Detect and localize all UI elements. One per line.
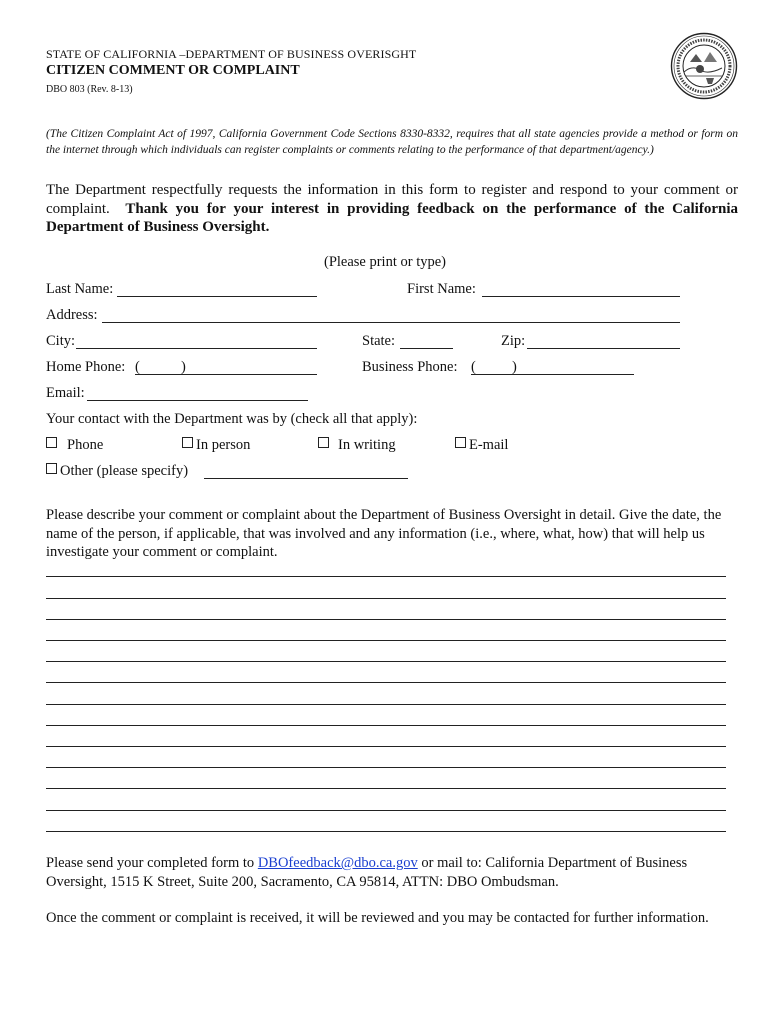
other-checkbox[interactable] <box>46 463 188 480</box>
last-name-label: Last Name: <box>46 281 114 297</box>
intro-thanks: Thank you for your interest in providing feedback on the performance of the California Department of Business Oversight. <box>46 200 739 235</box>
last-name-field[interactable] <box>117 296 317 297</box>
send-instructions <box>46 854 706 891</box>
email-field[interactable] <box>87 400 308 401</box>
checkbox-icon <box>182 437 193 448</box>
address-label: Address: <box>46 307 98 323</box>
checkbox-icon <box>455 437 466 448</box>
business-phone-open-paren: ( <box>471 359 476 375</box>
email-label: Email: <box>46 385 85 401</box>
address-field[interactable] <box>102 322 680 323</box>
city-field[interactable] <box>76 348 317 349</box>
phone-checkbox[interactable] <box>46 437 103 454</box>
form-number: DBO 803 (Rev. 8-13) <box>46 84 133 95</box>
business-phone-label: Business Phone: <box>362 359 458 375</box>
other-specify-field[interactable] <box>204 478 408 479</box>
detail-line[interactable] <box>46 746 726 747</box>
closing-note: Once the comment or complaint is received, it will be reviewed and you may be contacted for further information. <box>46 910 709 926</box>
in-person-checkbox[interactable] <box>182 437 250 454</box>
detail-line[interactable] <box>46 788 726 789</box>
in-writing-checkbox[interactable] <box>318 437 396 454</box>
home-phone-label: Home Phone: <box>46 359 126 375</box>
form-title: CITIZEN COMMENT OR COMPLAINT <box>46 63 300 78</box>
checkbox-icon <box>46 463 57 474</box>
send-prefix: Please send your completed form to <box>46 855 258 871</box>
detail-line[interactable] <box>46 704 726 705</box>
detail-line[interactable] <box>46 682 726 683</box>
detail-line[interactable] <box>46 661 726 662</box>
home-phone-close-paren: ) <box>181 359 186 375</box>
intro-text: The Department respectfully requests the information in this form to register and respond to your comment or complaint. <box>46 182 738 217</box>
detail-line[interactable] <box>46 640 726 641</box>
business-phone-close-paren: ) <box>512 359 517 375</box>
detail-line[interactable] <box>46 576 726 577</box>
zip-field[interactable] <box>527 348 680 349</box>
feedback-email-link[interactable]: DBOfeedback@dbo.ca.gov <box>257 855 418 871</box>
state-field[interactable] <box>400 348 453 349</box>
zip-label: Zip: <box>501 333 526 349</box>
home-phone-field[interactable] <box>135 374 317 375</box>
business-phone-field[interactable] <box>471 374 634 375</box>
intro-paragraph <box>46 181 738 237</box>
print-instruction: (Please print or type) <box>323 254 446 270</box>
state-label: State: <box>362 333 396 349</box>
other-option-label: Other (please specify) <box>60 463 189 479</box>
first-name-label: First Name: <box>407 281 476 297</box>
checkbox-icon <box>318 437 329 448</box>
in-writing-option-label: In writing <box>338 437 396 453</box>
detail-line[interactable] <box>46 810 726 811</box>
home-phone-open-paren: ( <box>135 359 140 375</box>
detail-line[interactable] <box>46 619 726 620</box>
phone-option-label: Phone <box>67 437 104 453</box>
california-state-seal-icon <box>670 32 738 100</box>
first-name-field[interactable] <box>482 296 680 297</box>
email-option-label: E-mail <box>469 437 509 453</box>
send-suffix: or mail to: California Department of Business Oversight, 1515 K Street, Suite 200, Sacramento, CA 95814, ATTN: DBO Ombudsman. <box>46 855 688 890</box>
checkbox-icon <box>46 437 57 448</box>
detail-line[interactable] <box>46 725 726 726</box>
city-label: City: <box>46 333 76 349</box>
in-person-option-label: In person <box>196 437 251 453</box>
detail-line[interactable] <box>46 598 726 599</box>
detail-line[interactable] <box>46 767 726 768</box>
describe-instructions: Please describe your comment or complaint about the Department of Business Oversight in detail. Give the date, the name of the person, if applicable, that was involved and any information (i.e., where, what, how) that will help us investigate your comment or complaint. <box>46 507 722 560</box>
email-checkbox[interactable] <box>455 437 508 454</box>
agency-heading: STATE OF CALIFORNIA –DEPARTMENT OF BUSINESS OVERISGHT <box>46 47 417 61</box>
contact-method-question: Your contact with the Department was by (check all that apply): <box>46 411 418 427</box>
citizen-complaint-act-notice: (The Citizen Complaint Act of 1997, California Government Code Sections 8330-8332, requires that all state agencies provide a method or form on the internet through which individuals can register complaints or comments relating to the performance of that department/agency.) <box>46 128 738 156</box>
detail-line[interactable] <box>46 831 726 832</box>
